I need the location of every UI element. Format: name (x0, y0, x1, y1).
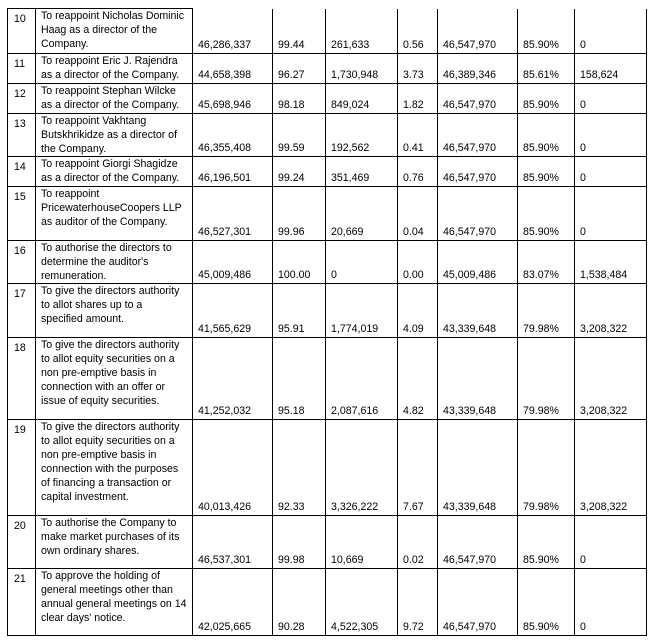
votes-withheld-cell: 158,624 (575, 54, 647, 84)
description-line: To authorise the directors to (41, 242, 172, 254)
votes-against-cell: 2,087,616 (326, 338, 398, 420)
resolution-description (36, 569, 193, 636)
description-line: general meetings other than (41, 584, 173, 596)
description-line: To reappoint Vakhtang (41, 115, 147, 127)
resolution-number: 13 (8, 114, 36, 157)
resolution-description (36, 157, 193, 187)
percent-issued-cell: 85.90% (518, 9, 575, 54)
percent-issued-cell: 85.90% (518, 114, 575, 157)
resolution-number: 12 (8, 84, 36, 114)
table-row (8, 284, 647, 338)
votes-for-cell: 41,565,629 (193, 284, 273, 338)
percent-for-cell: 95.91 (273, 284, 326, 338)
resolution-description (36, 241, 193, 284)
percent-issued-cell: 85.90% (518, 187, 575, 241)
percent-against-cell: 1.82 (398, 84, 438, 114)
percent-against-cell: 0.76 (398, 157, 438, 187)
description-line: as a director of the Company. (41, 99, 180, 111)
resolution-number: 16 (8, 241, 36, 284)
total-votes-cell: 43,339,648 (438, 284, 518, 338)
description-line: To authorise the Company to (41, 517, 177, 529)
votes-for-cell: 45,698,946 (193, 84, 273, 114)
percent-against-cell: 4.09 (398, 284, 438, 338)
description-line: To reappoint Giorgi Shagidze (41, 158, 178, 170)
table-row (8, 241, 647, 284)
resolution-description (36, 516, 193, 569)
resolution-description (36, 284, 193, 338)
percent-for-cell: 99.24 (273, 157, 326, 187)
voting-results-table (7, 8, 647, 636)
resolution-description (36, 338, 193, 420)
votes-against-cell: 20,669 (326, 187, 398, 241)
table-row (8, 338, 647, 420)
resolution-number: 14 (8, 157, 36, 187)
percent-issued-cell: 79.98% (518, 420, 575, 516)
votes-for-cell: 42,025,665 (193, 569, 273, 636)
table-row (8, 187, 647, 241)
votes-for-cell: 46,286,337 (193, 9, 273, 54)
votes-withheld-cell: 0 (575, 157, 647, 187)
description-line: To approve the holding of (41, 570, 160, 582)
votes-against-cell: 351,469 (326, 157, 398, 187)
description-line: To reappoint Nicholas Dominic (41, 10, 185, 22)
percent-for-cell: 99.96 (273, 187, 326, 241)
percent-against-cell: 0.56 (398, 9, 438, 54)
votes-withheld-cell: 0 (575, 84, 647, 114)
resolution-number: 18 (8, 338, 36, 420)
resolution-description (36, 420, 193, 516)
votes-withheld-cell: 0 (575, 187, 647, 241)
resolution-number: 20 (8, 516, 36, 569)
description-line: capital investment. (41, 491, 129, 503)
total-votes-cell: 43,339,648 (438, 338, 518, 420)
total-votes-cell: 46,547,970 (438, 114, 518, 157)
percent-for-cell: 95.18 (273, 338, 326, 420)
percent-against-cell: 0.41 (398, 114, 438, 157)
resolution-description (36, 187, 193, 241)
votes-withheld-cell: 0 (575, 9, 647, 54)
votes-against-cell: 10,669 (326, 516, 398, 569)
percent-issued-cell: 85.61% (518, 54, 575, 84)
percent-for-cell: 98.18 (273, 84, 326, 114)
percent-for-cell: 96.27 (273, 54, 326, 84)
description-line: clear days' notice. (41, 612, 126, 624)
description-line: make market purchases of its (41, 531, 180, 543)
description-line: To reappoint Stephan Wilcke (41, 85, 176, 97)
percent-issued-cell: 79.98% (518, 284, 575, 338)
percent-issued-cell: 85.90% (518, 84, 575, 114)
percent-against-cell: 7.67 (398, 420, 438, 516)
percent-for-cell: 100.00 (273, 241, 326, 284)
percent-issued-cell: 85.90% (518, 516, 575, 569)
votes-withheld-cell: 0 (575, 114, 647, 157)
votes-against-cell: 0 (326, 241, 398, 284)
resolution-description (36, 9, 193, 54)
table-row (8, 569, 647, 636)
votes-for-cell: 40,013,426 (193, 420, 273, 516)
percent-against-cell: 0.04 (398, 187, 438, 241)
description-line: to allot shares up to a (41, 299, 143, 311)
total-votes-cell: 46,547,970 (438, 187, 518, 241)
percent-for-cell: 99.59 (273, 114, 326, 157)
table-row (8, 157, 647, 187)
description-line: connection with an offer or (41, 381, 166, 393)
table-row (8, 9, 647, 54)
percent-against-cell: 0.02 (398, 516, 438, 569)
percent-issued-cell: 85.90% (518, 157, 575, 187)
percent-against-cell: 4.82 (398, 338, 438, 420)
description-line: to allot equity securities on a (41, 353, 175, 365)
total-votes-cell: 45,009,486 (438, 241, 518, 284)
description-line: connection with the purposes (41, 463, 179, 475)
description-line: PricewaterhouseCoopers LLP (41, 202, 182, 214)
description-line: the Company. (41, 143, 107, 155)
percent-for-cell: 90.28 (273, 569, 326, 636)
table-row (8, 114, 647, 157)
description-line: as auditor of the Company. (41, 216, 168, 228)
description-line: Company. (41, 38, 89, 50)
votes-against-cell: 849,024 (326, 84, 398, 114)
description-line: own ordinary shares. (41, 545, 140, 557)
percent-against-cell: 0.00 (398, 241, 438, 284)
resolution-number: 11 (8, 54, 36, 84)
table-row (8, 54, 647, 84)
description-line: determine the auditor's (41, 256, 149, 268)
percent-for-cell: 92.33 (273, 420, 326, 516)
total-votes-cell: 46,389,346 (438, 54, 518, 84)
description-line: Haag as a director of the (41, 24, 158, 36)
resolution-number: 15 (8, 187, 36, 241)
table-row (8, 420, 647, 516)
total-votes-cell: 46,547,970 (438, 84, 518, 114)
description-line: To reappoint (41, 188, 100, 200)
description-line: non pre-emptive basis in (41, 367, 157, 379)
percent-issued-cell: 85.90% (518, 569, 575, 636)
description-line: Butskhrikidze as a director of (41, 129, 178, 141)
description-line: of financing a transaction or (41, 477, 172, 489)
votes-against-cell: 3,326,222 (326, 420, 398, 516)
votes-against-cell: 1,730,948 (326, 54, 398, 84)
description-line: To reappoint Eric J. Rajendra (41, 55, 178, 67)
percent-against-cell: 3.73 (398, 54, 438, 84)
votes-against-cell: 192,562 (326, 114, 398, 157)
description-line: To give the directors authority (41, 421, 180, 433)
table-row (8, 84, 647, 114)
total-votes-cell: 43,339,648 (438, 420, 518, 516)
description-line: as a director of the Company. (41, 69, 180, 81)
description-line: To give the directors authority (41, 339, 180, 351)
resolution-number: 21 (8, 569, 36, 636)
votes-withheld-cell: 1,538,484 (575, 241, 647, 284)
votes-for-cell: 46,537,301 (193, 516, 273, 569)
resolution-description (36, 84, 193, 114)
resolution-number: 17 (8, 284, 36, 338)
description-line: annual general meetings on 14 (41, 598, 187, 610)
votes-for-cell: 46,196,501 (193, 157, 273, 187)
description-line: issue of equity securities. (41, 395, 160, 407)
votes-against-cell: 1,774,019 (326, 284, 398, 338)
resolution-number: 10 (8, 9, 36, 54)
description-line: specified amount. (41, 313, 125, 325)
percent-issued-cell: 79.98% (518, 338, 575, 420)
votes-for-cell: 44,658,398 (193, 54, 273, 84)
percent-for-cell: 99.44 (273, 9, 326, 54)
votes-withheld-cell: 0 (575, 516, 647, 569)
votes-for-cell: 45,009,486 (193, 241, 273, 284)
resolution-number: 19 (8, 420, 36, 516)
votes-withheld-cell: 0 (575, 569, 647, 636)
table-row (8, 516, 647, 569)
votes-withheld-cell: 3,208,322 (575, 284, 647, 338)
votes-against-cell: 4,522,305 (326, 569, 398, 636)
votes-withheld-cell: 3,208,322 (575, 338, 647, 420)
total-votes-cell: 46,547,970 (438, 9, 518, 54)
percent-against-cell: 9.72 (398, 569, 438, 636)
votes-for-cell: 46,355,408 (193, 114, 273, 157)
resolution-description (36, 114, 193, 157)
description-line: as a director of the Company. (41, 172, 180, 184)
votes-against-cell: 261,633 (326, 9, 398, 54)
total-votes-cell: 46,547,970 (438, 569, 518, 636)
percent-issued-cell: 83.07% (518, 241, 575, 284)
total-votes-cell: 46,547,970 (438, 157, 518, 187)
percent-for-cell: 99.98 (273, 516, 326, 569)
description-line: To give the directors authority (41, 285, 180, 297)
description-line: non pre-emptive basis in (41, 449, 157, 461)
resolution-description (36, 54, 193, 84)
total-votes-cell: 46,547,970 (438, 516, 518, 569)
votes-for-cell: 41,252,032 (193, 338, 273, 420)
description-line: to allot equity securities on a (41, 435, 175, 447)
votes-for-cell: 46,527,301 (193, 187, 273, 241)
votes-withheld-cell: 3,208,322 (575, 420, 647, 516)
description-line: remuneration. (41, 270, 107, 282)
